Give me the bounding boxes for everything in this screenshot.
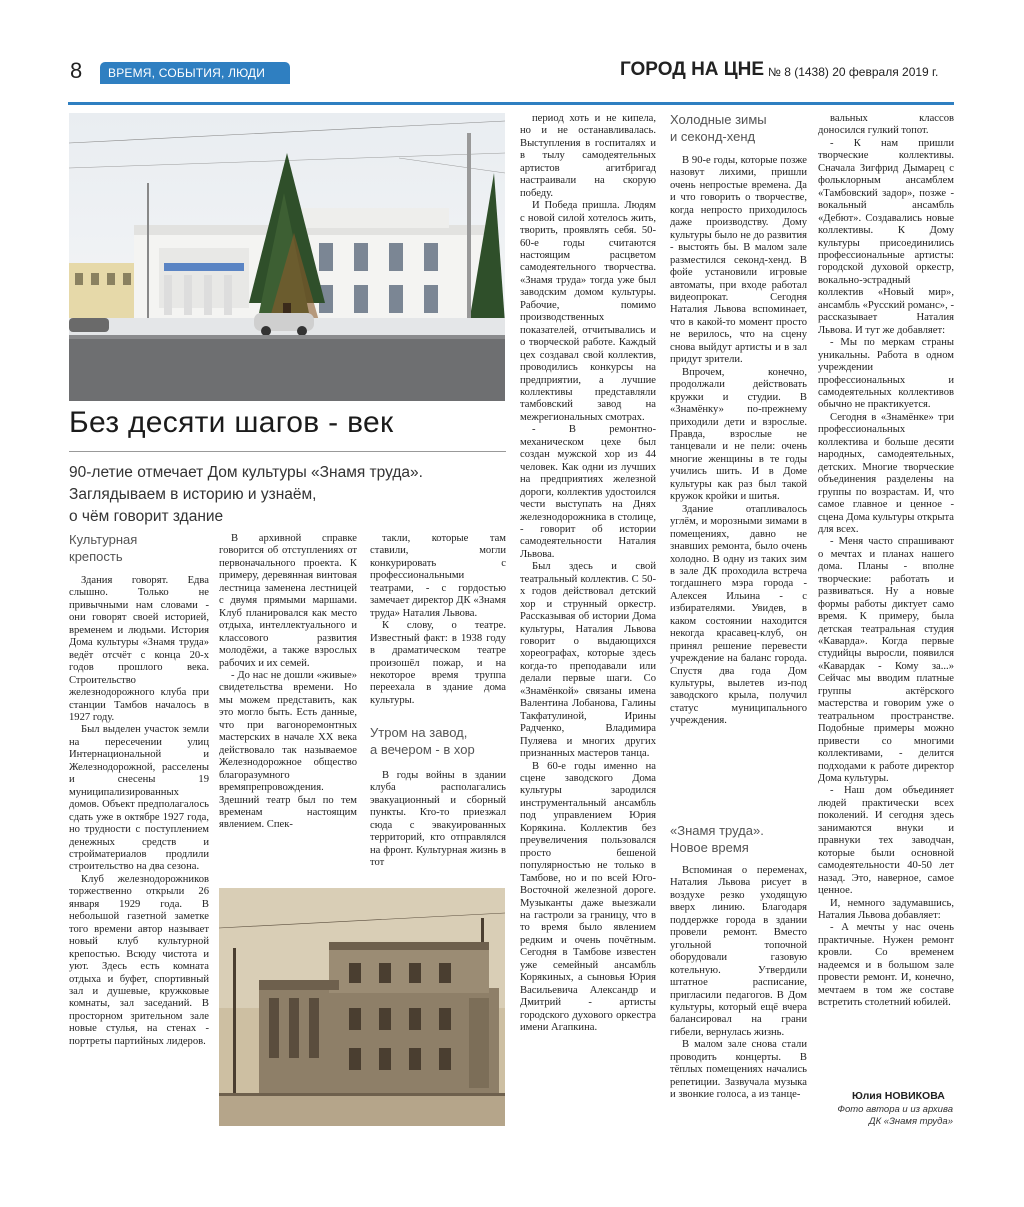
paragraph: В архивной справке говорится об отступлениях от первоначального проекта. К примеру, деревянная винтовая лестница заменена лестницей с двумя прямыми маршами. Клуб планировался как место отдыха, интеллектуального и классового развития молодёжи, а также взрослых рабочих и их семей. [219,533,357,669]
article-lead [69,462,509,528]
paragraph: вальных классов доносился гулкий топот. [818,113,954,137]
paragraph: В малом зале снова стали проводить концерты. В тёплых помещениях начались репетиции. Зазвучала музыка и звонкие голоса, а из танце- [670,1039,807,1101]
section-label: ВРЕМЯ, СОБЫТИЯ, ЛЮДИ [100,62,290,84]
paragraph: Вспоминая о переменах, Наталия Львова рисует в воздухе резко уходящую вверх линию. Благодаря поддержке города в здании провели ремонт. Вместо угольной топочной оборудовали газовую котельную. Утвердили штатное расписание, пригласили педагогов. В Дом культуры, который ещё вчера балансировал на грани гибели, вернулась жизнь. [670,865,807,1038]
lead-line: Заглядываем в историю и узнаём, [69,486,317,503]
lead-line: 90-летие отмечает Дом культуры «Знамя труда». [69,464,423,481]
article-headline: Без десяти шагов - век [69,406,394,439]
article-column-3a [370,533,506,713]
headline-divider [69,451,506,452]
paragraph: - А мечты у нас очень практичные. Нужен ремонт кровли. Со временем надеемся и в большом зале провести ремонт. И, конечно, мечтаем в том же составе встретить столетний юбилей. [818,922,954,1009]
lead-line: о чём говорит здание [69,508,224,525]
paragraph: К слову, о театре. Известный факт: в 1938 году в драматическом театре произошёл пожар, и на некоторое время труппа переехала в здание дома культуры. [370,620,506,706]
subhead-utrom-na-zavod: Утром на завод, а вечером - в хор [370,725,475,757]
article-column-2 [219,533,357,873]
paragraph: Здания говорят. Едва слышно. Только не привычными нам словами - они говорят своей историей, временем и людьми. История Дома культуры «Знамя труда» ведёт отсчёт с конца 20-х годов прошлого века. Строительство железнодорожного клуба при станции Тамбов началось в 1927 году. [69,575,209,723]
article-column-1 [69,575,209,1135]
paragraph: такли, которые там ставили, могли конкурировать с профессиональными театрами, - с гордостью замечает директор ДК «Знамя труда» Наталия Львова. [370,533,506,619]
paragraph: В 90-е годы, которые позже назовут лихими, пришли очень непростые времена. Да и что говорить о творчестве, когда непросто приходилось даже производству. Дому культуры было не до развития - выстоять бы. В малом зале разместился секонд-хенд. В фойе установили игровые автоматы, при входе работал видеопрокат. Сегодня Наталия Львова вспоминает, что в какой-то момент просто не верилось, что на сцену снова выйдут артисты и в зал придут зрители. [670,155,807,366]
article-column-4 [520,113,656,1133]
article-column-6 [818,113,954,1085]
paragraph: Сегодня в «Знамёнке» три профессиональных коллектива и больше десяти народных, самодеятельных, детских. Многие творческие объединения разделены на группы по возрастам. И, что самое главное и ценное - сцена Дома культуры открыта для всех. [818,411,954,535]
page-number: 8 [70,58,83,83]
paragraph: - Наш дом объединяет людей практически всех поколений. И сегодня здесь занимаются внуки и правнуки тех заводчан, которые были основной самодеятельности 40-50 лет назад. Это, наверное, самое ценное. [818,785,954,897]
header-divider [68,102,954,105]
subhead-znamya-truda-novoe-vremya: «Знамя труда». Новое время [670,823,764,855]
paragraph: Был выделен участок земли на пересечении улиц Интернациональной и Железнодорожной, расселены и снесены 19 муниципализированных домов. Объект предполагалось сдать уже в октябре 1927 года, но трудности с поступлением денежных средств и стройматериалов продлили строительство на два сезона. [69,724,209,873]
paragraph: - Меня часто спрашивают о мечтах и планах нашего дома. Планы - вполне творческие: работать и развиваться. Ну а новые формы работы диктует само время. К примеру, была детская театральная студия «Каварда». Когда первые студийцы выросли, появился «Кавардак - Кому за...» Сейчас мы вводим платные группы актёрского мастерства и говорим уже о театральном пространстве. Подобные примеры можно привести со многими коллективами, - делится подходами к работе директор Дома культуры. [818,536,954,785]
photo-historic-building [219,888,505,1126]
paragraph: Впрочем, конечно, продолжали действовать кружки и студии. В «Знамёнку» по-прежнему приходили дети и взрослые. Правда, взрослые не танцевали и не пели: очень многие женщины в те годы учились шить. И в Доме культуры как раз был такой кружок кройки и шитья. [670,366,807,503]
paragraph: Клуб железнодорожников торжественно открыли 26 января 1929 года. В небольшой газетной заметке того времени автор называет новый клуб культурной крепостью. Всюду чистота и уют. Здесь есть комната отдыха и буфет, спортивный зал и душевые, кружковые комнаты, зал заседаний. В просторном зрительном зале новые стулья, на стенах - портреты партийных лидеров. [69,873,209,1047]
photo-modern-building [69,113,505,401]
paragraph: Был здесь и свой театральный коллектив. С 50-х годов действовал детский хор и струнный оркестр. Рассказывая об истории Дома культуры, Наталия Львова говорит о выдающихся хореографах, которые здесь когда-то преподавали или делали первые шаги. Со «Знамёнкой» связаны имена Валентина Лобанова, Галины Такфатулиной, Ирины Радченко, Владимира Пуляева и многих других признанных мастеров танца. [520,561,656,760]
newspaper-title: ГОРОД НА ЦНЕ [620,59,765,80]
issue-info: № 8 (1438) 20 февраля 2019 г. [768,65,939,79]
paragraph: - До нас не дошли «живые» свидетельства времени. Но мы можем представить, как это могло быть. Есть данные, что при вагоноремонтных мастерских в начале XX века действовало так называемое Железнодорожное общество благоразумного времяпрепровождения. Здешний театр был по тем временам настоящим явлением. Спек- [219,669,357,831]
article-column-5b [670,865,807,1133]
paragraph: Здание отапливалось углём, и морозными зимами в помещениях, давно не знавших ремонта, было очень холодно. В одну из таких зим в зале ДК проходила встреча тогдашнего мэра города - Алексея Ильина - с избирателями. Увидев, в каком состоянии находится некогда красавец-клуб, он принял решение перевести учреждение на баланс города. Спустя два года Дом культуры, вылетев из-под заводского крыла, получил статус муниципального учреждения. [670,503,807,727]
article-column-5a [670,155,807,815]
paragraph: - К нам пришли творческие коллективы. Сначала Зигфрид Дымарец с фольклорным ансамблем «Тамбовский задор», позже - вокальный ансамбль «Дебют». Создавались новые коллективы. К Дому культуры присоединились профессиональные артисты: городской духовой оркестр, вокально-эстрадный коллектив «Новый мир», ансамбль «Русский романс», - рассказывает Наталия Львова. И тут же добавляет: [818,137,954,336]
subhead-kulturnaya-krepost: Культурная крепость [69,532,138,564]
paragraph: - Мы по меркам страны уникальны. Работа в одном учреждении профессиональных и самодеятельных коллективов обычно не практикуется. [818,337,954,411]
paragraph: В 60-е годы именно на сцене заводского Дома культуры зародился инструментальный ансамбль под управлением Юрия Корякина. Коллектив без преувеличения пользовался просто бешеной популярностью не только в Тамбове, но и по всей Юго-Восточной железной дороге. Музыканты даже выезжали на гастроли за границу, что в то время было явлением редким и очень почётным. Сегодня в Тамбове известен уже семейный ансамбль Корякиных, а сыновья Юрия Васильевича Александр и Дмитрий - артисты городского духового оркестра имени Агапкина. [520,760,656,1034]
paragraph: В годы войны в здании клуба располагались эвакуационный и сборный пункты. Кто-то приезжал сюда с эвакуированных территорий, кто отправлялся на фронт. Культурная жизнь в тот [370,770,506,869]
subhead-holodnye-zimy: Холодные зимы и секонд-хенд [670,112,767,144]
paragraph: - В ремонтно-механическом цехе был создан мужской хор из 44 человек. Как одни из лучших на предприятиях железной дороги, коллектив удостоился чести выступать на Днях железнодорожника в столице, - говорит об истории самодеятельности Наталия Львова. [520,424,656,560]
article-column-3b [370,770,506,875]
photo-credit: Фото автора и из архива ДК «Знамя труда» [837,1104,953,1127]
paragraph: И Победа пришла. Людям с новой силой хотелось жить, творить, проявлять себя. 50-60-е годы считаются настоящим расцветом самодеятельного творчества. «Знамя труда» тогда уже был заводским домом культуры. Рабочие, помимо производственных показателей, отчитывались и о творческой работе. Каждый цех создавал свой коллектив, проводились конкурсы на предприятии, а лучшие коллективы представляли тамбовский завод на межрегиональных смотрах. [520,200,656,423]
paragraph: период хоть и не кипела, но и не останавливалась. Выступления в госпиталях и в тылу самодеятельных артистов агитбригад настраивали на скорую победу. [520,113,656,199]
author-byline: Юлия НОВИКОВА [852,1090,945,1102]
paragraph: И, немного задумавшись, Наталия Львова добавляет: [818,897,954,921]
